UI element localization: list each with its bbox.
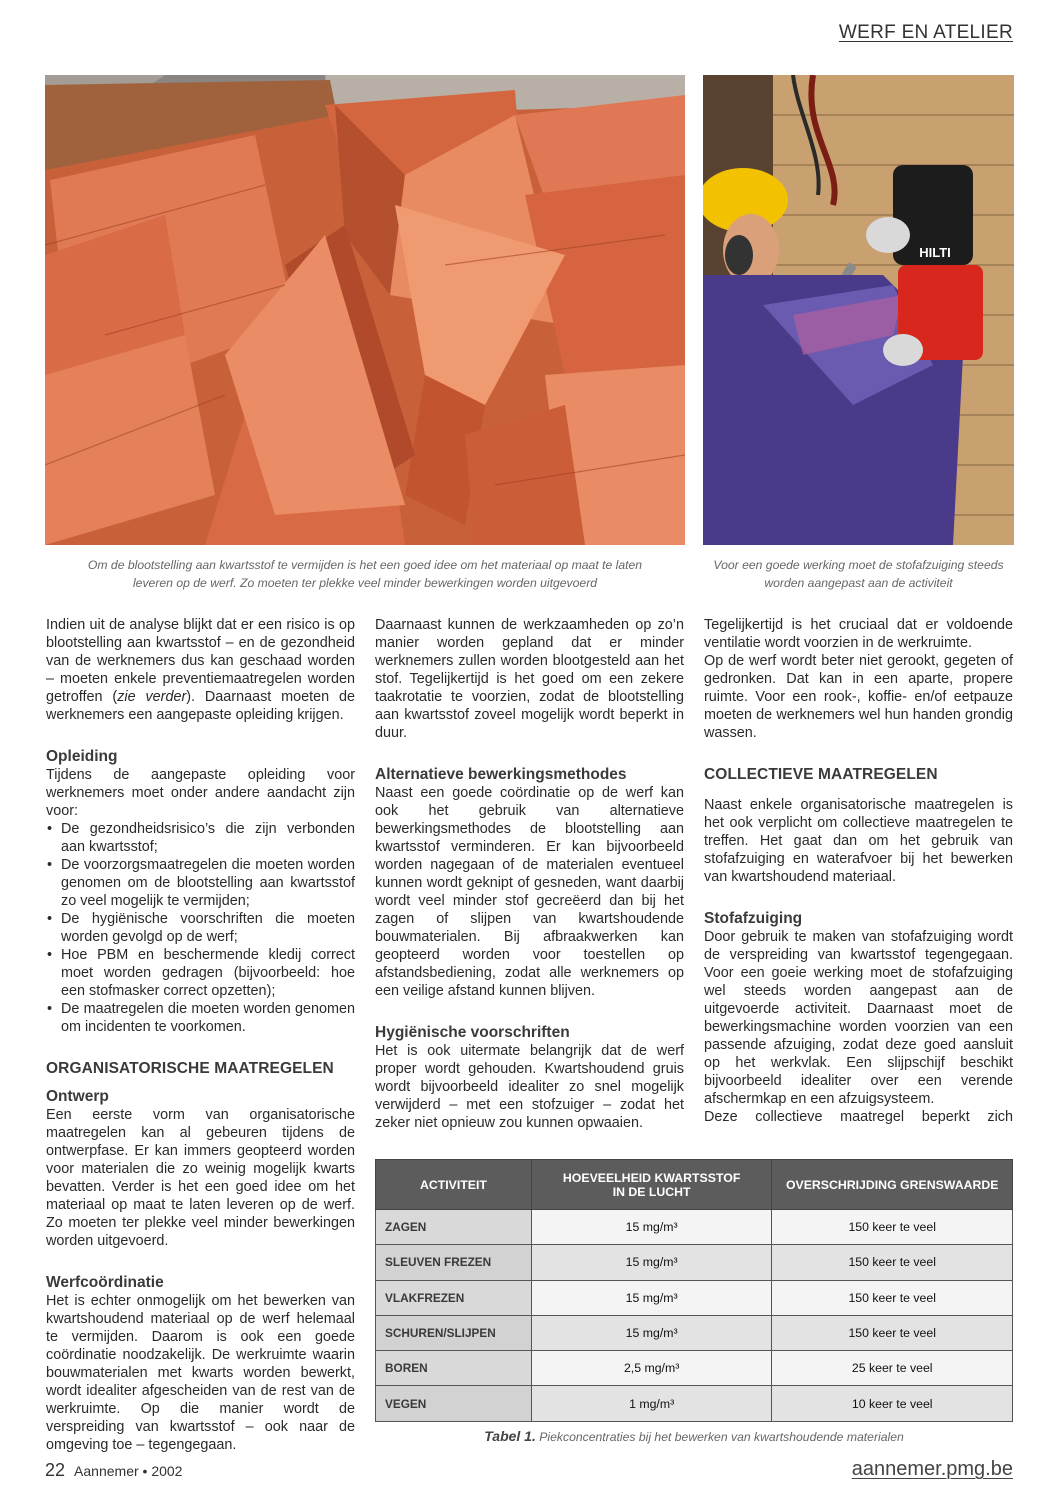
text-column-1: [46, 616, 355, 1454]
cell-concentration: 15 mg/m³: [531, 1315, 772, 1350]
list-item: • Hoe PBM en beschermende kledij correct moet worden gedragen (bijvoorbeeld: hoe een stofmasker correct opzetten);: [46, 946, 355, 1000]
cell-concentration: 15 mg/m³: [531, 1280, 772, 1315]
heading-collectieve-maatregelen: COLLECTIEVE MAATREGELEN: [704, 766, 938, 783]
table-row: [376, 1280, 1013, 1315]
cell-exceedance: 150 keer te veel: [772, 1280, 1013, 1315]
table-header-row: [376, 1160, 1013, 1210]
cell-exceedance: 150 keer te veel: [772, 1210, 1013, 1245]
hygiene-paragraph: Op de werf wordt beter niet gerookt, gegeten of gedronken. Dat kan in een aparte, propere ruimte. Voor een rook-, koffie- en/of eetpauze moeten de werknemers wel hun handen grondig wassen.: [704, 653, 1013, 741]
list-item: • De voorzorgsmaatregelen die moeten worden genomen om de blootstelling aan kwartsstof zo veel mogelijk te vermijden;: [46, 856, 355, 910]
tool-brand-label: HILTI: [919, 245, 951, 260]
cell-exceedance: 150 keer te veel: [772, 1315, 1013, 1350]
training-bullet-list: [46, 820, 355, 1036]
cell-activity: VEGEN: [376, 1386, 532, 1421]
table-row: [376, 1315, 1013, 1350]
header-activiteit: ACTIVITEIT: [376, 1160, 532, 1210]
cell-activity: VLAKFREZEN: [376, 1280, 532, 1315]
hygienische-paragraph: Het is ook uitermate belangrijk dat de werf proper wordt gehouden. Kwartshoudend gruis wordt bijvoorbeeld idealiter zo snel mogelijk verwijderd – met een stofzuiger – zodat het zeker niet opnieuw zou kunnen opwaaien.: [375, 1043, 684, 1131]
table-row: [376, 1210, 1013, 1245]
intro-paragraph: Indien uit de analyse blijkt dat er een risico is op blootstelling aan kwartsstof – en de gezondheid van de werknemers dus kan geschaad worden – moeten enkele preventiemaatregelen worden getroffen (zie verder). Daarnaast moeten de werknemers een aangepaste opleiding krijgen.: [46, 617, 356, 723]
table-row: [376, 1245, 1013, 1280]
header-overschrijding: OVERSCHRIJDING GRENSWAARDE: [772, 1160, 1013, 1210]
heading-opleiding: Opleiding: [46, 748, 118, 765]
ventilatie-paragraph: Tegelijkertijd is het cruciaal dat er voldoende ventilatie wordt voorzien in de werkruimte.: [704, 617, 1013, 651]
table-caption-label: Tabel 1.: [484, 1428, 536, 1444]
stofafzuiging-paragraph: Door gebruik te maken van stofafzuiging wordt de verspreiding van kwartsstof tegengegaan. Voor een goeie werking moet de stofafzuiging wel steeds worden aangepast aan de uitgevoerde activiteit. Daarnaast moet de bewerkingsmachine worden voorzien van een passende afzuiging, zodat deze goed aansluit op het werkvlak. Een slijpschijf beschikt bijvoorbeeld idealiter over een verende afschermkap en een afzuigsysteem.: [704, 929, 1013, 1107]
collectieve-paragraph: Naast enkele organisatorische maatregelen is het ook verplicht om collectieve maatregelen te treffen. Het gaat dan om het gebruik van stofafzuiging en waterafvoer bij het bewerken van kwartshoudend materiaal.: [704, 797, 1013, 885]
cell-activity: SCHUREN/SLIJPEN: [376, 1315, 532, 1350]
heading-stofafzuiging: Stofafzuiging: [704, 910, 803, 927]
photo-caption-right: Voor een goede werking moet de stofafzuiging steeds worden aangepast aan de activiteit: [713, 558, 1004, 590]
heading-hygienische-voorschriften: Hygiënische voorschriften: [375, 1024, 570, 1041]
heading-ontwerp: Ontwerp: [46, 1088, 109, 1105]
table-row: [376, 1386, 1013, 1421]
heading-alternatieve-bewerkingsmethodes: Alternatieve bewerkingsmethodes: [375, 766, 627, 783]
list-item: • De hygiënische voorschriften die moeten worden gevolgd op de werf;: [46, 910, 355, 946]
cell-activity: ZAGEN: [376, 1210, 532, 1245]
ontwerp-paragraph: Een eerste vorm van organisatorische maatregelen kan al gebeuren tijdens de ontwerpfase. Er kan immers geopteerd worden voor materialen die zo weinig mogelijk kwarts bevatten. Verder is het een goed idee om het materiaal op maat te laten leveren op de werf. Zo moeten ter plekke veel minder bewerkingen worden uitgevoerd.: [46, 1107, 355, 1249]
header-hoeveelheid: HOEVEELHEID KWARTSSTOF IN DE LUCHT: [531, 1160, 772, 1210]
photo-cut-bricks: [45, 75, 685, 545]
photo-worker-grinder: [703, 75, 1014, 545]
cross-reference: zie verder: [117, 689, 187, 705]
footer-left: [45, 1460, 182, 1481]
table-caption: [375, 1428, 1013, 1444]
cell-exceedance: 10 keer te veel: [772, 1386, 1013, 1421]
text-column-2: [375, 616, 684, 1132]
text-column-3: [704, 616, 1013, 1126]
photo-caption-left: Om de blootstelling aan kwartsstof te vermijden is het een goed idee om het materiaal op maat te laten leveren op de werf. Zo moeten ter plekke veel minder bewerkingen worden uitgevoerd: [87, 558, 643, 590]
page-number: 22: [45, 1460, 66, 1480]
werfcoordinatie-paragraph: Het is echter onmogelijk om het bewerken van kwartshoudend materiaal op de werf helemaal te vermijden. Daarom is ook een goede coördinatie noodzakelijk. De werkruimte waarin bouwmaterialen met kwarts worden bewerkt, wordt idealiter afgescheiden van de rest van de werkruimte. Op die manier wordt de verspreiding van kwartsstof – ook naar de omgeving toe – tegengegaan.: [46, 1293, 355, 1453]
list-item: • De gezondheidsrisico’s die zijn verbonden aan kwartsstof;: [46, 820, 355, 856]
heading-organisatorische-maatregelen: ORGANISATORISCHE MAATREGELEN: [46, 1060, 334, 1077]
cell-concentration: 2,5 mg/m³: [531, 1351, 772, 1386]
list-item: • De maatregelen die moeten worden genomen om incidenten te voorkomen.: [46, 1000, 355, 1036]
cell-exceedance: 25 keer te veel: [772, 1351, 1013, 1386]
opleiding-paragraph: Tijdens de aangepaste opleiding voor werknemers moet onder andere aandacht zijn voor:: [46, 767, 355, 819]
alternatieve-paragraph: Naast een goede coördinatie op de werf kan ook het gebruik van alternatieve bewerkingsmethodes de blootstelling aan kwartsstof verminderen. Er kan bijvoorbeeld worden nagegaan of de materialen eventueel kunnen wordt geknipt of gesneden, want daarbij wordt veel minder stof gecreëerd dan bij het zagen of slijpen van kwartshoudende bouwmaterialen. Bij afbraakwerken kan geopteerd worden voor toestellen op afstandsbediening, zodat alle werknemers op een veilige afstand kunnen blijven.: [375, 785, 684, 999]
publication-name: Aannemer • 2002: [74, 1463, 183, 1479]
table-caption-text: Piekconcentraties bij het bewerken van kwartshoudende materialen: [539, 1430, 904, 1444]
cell-concentration: 15 mg/m³: [531, 1210, 772, 1245]
cell-activity: BOREN: [376, 1351, 532, 1386]
continuation-line: Deze collectieve maatregel beperkt zich: [704, 1109, 1013, 1125]
cell-activity: SLEUVEN FREZEN: [376, 1245, 532, 1280]
section-header[interactable]: WERF EN ATELIER: [838, 22, 1013, 43]
planning-paragraph: Daarnaast kunnen de werkzaamheden op zo’n manier worden gepland dat er minder werknemers zullen worden blootgesteld aan het stof. Tegelijkertijd is het goed om een zekere taakrotatie te voorzien, zodat de blootstelling aan kwartsstof zoveel mogelijk wordt beperkt in duur.: [375, 617, 684, 741]
quartz-dust-table: [375, 1159, 1013, 1422]
heading-werfcoordinatie: Werfcoördinatie: [46, 1274, 164, 1291]
cell-concentration: 1 mg/m³: [531, 1386, 772, 1421]
cell-concentration: 15 mg/m³: [531, 1245, 772, 1280]
website-link[interactable]: aannemer.pmg.be: [851, 1458, 1013, 1480]
table-row: [376, 1351, 1013, 1386]
cell-exceedance: 150 keer te veel: [772, 1245, 1013, 1280]
